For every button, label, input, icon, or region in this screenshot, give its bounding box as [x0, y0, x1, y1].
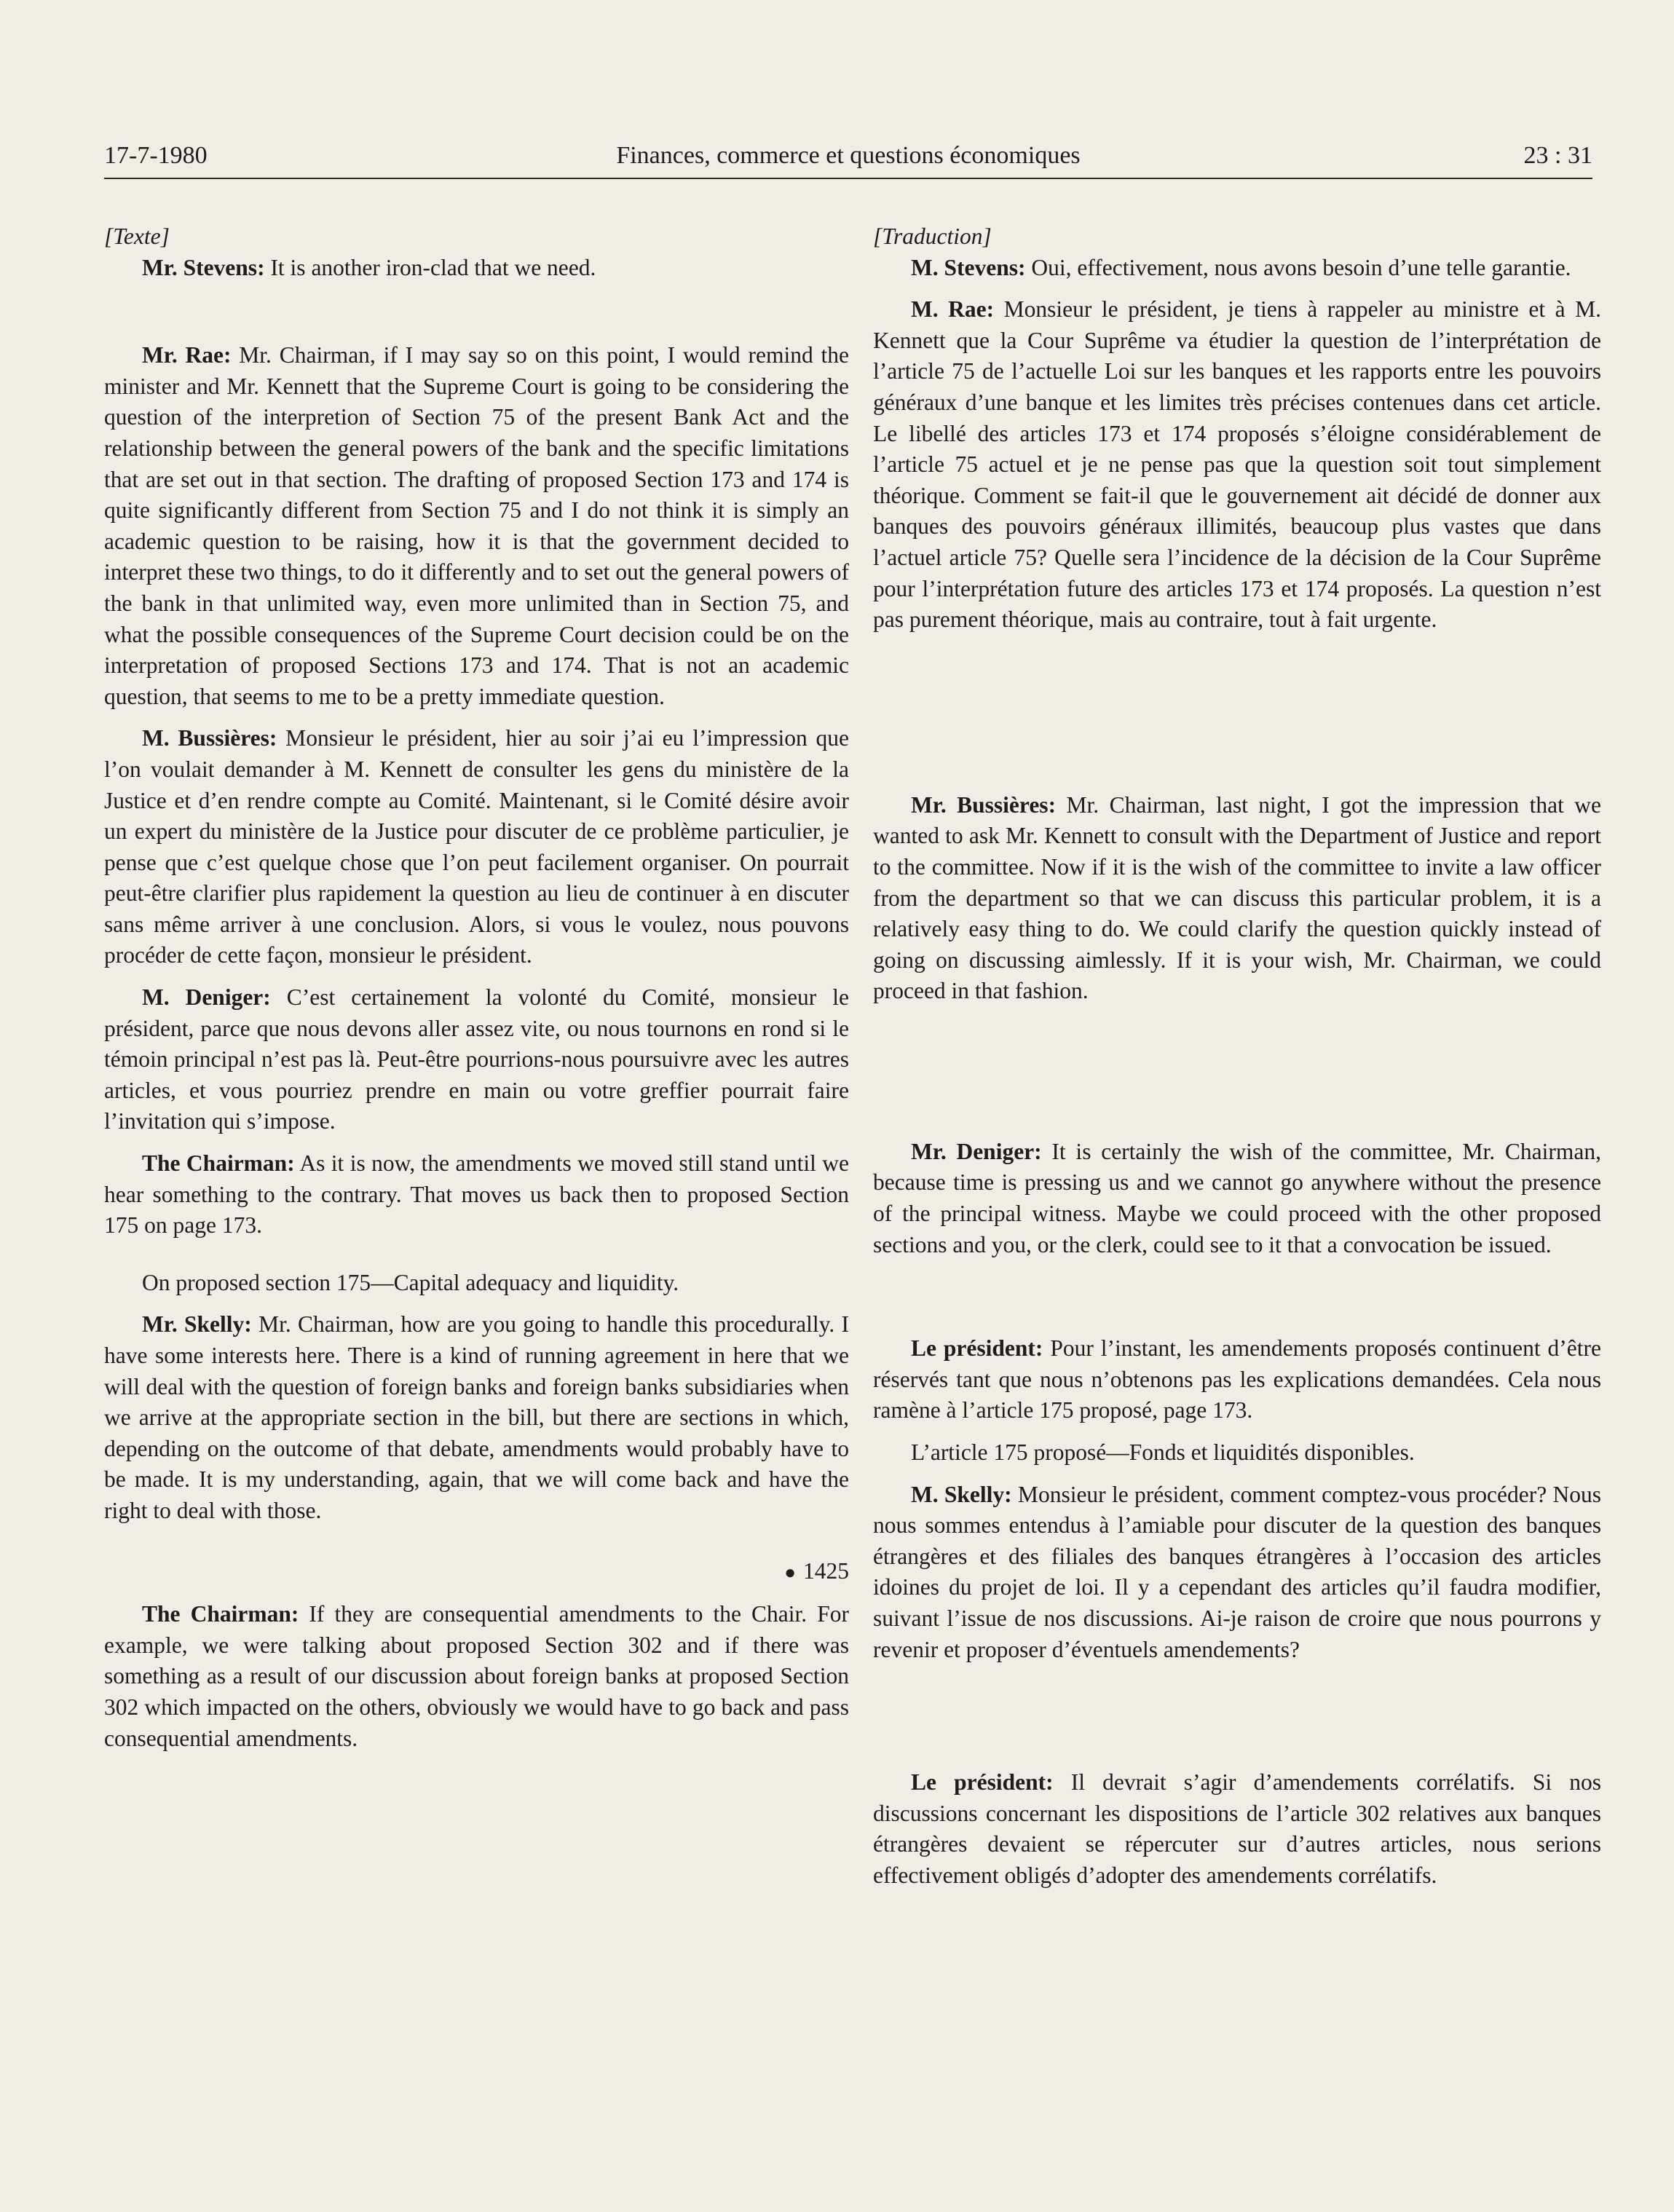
right-paragraph-deniger [873, 1137, 1601, 1260]
speech-text: Il devrait s’agir d’amendements corrélatifs. Si nos discussions concernant les dispositions de l’article 302 relatives aux banques étrangères devaient se répercuter sur d’autres articles, nous serions effectivement obligés d’adopter des amendements corrélatifs. [873, 1769, 1601, 1888]
left-paragraph-stevens [104, 253, 849, 284]
speech-text: It is certainly the wish of the committee, Mr. Chairman, because time is pressing us and we cannot go anywhere without the presence of the principal witness. Maybe we could proceed with the other proposed sections and you, or the clerk, could see to it that a convocation be issued. [873, 1138, 1601, 1257]
speaker-name: M. Skelly: [911, 1481, 1012, 1507]
speech-text: As it is now, the amendments we moved still stand until we hear something to the contrary. That moves us back then to proposed Section 175 on page 173. [104, 1150, 849, 1239]
speech-text: Mr. Chairman, if I may say so on this point, I would remind the minister and Mr. Kennett that the Supreme Court is going to be considering the question of the interpretion of Section 75 of the present Bank Act and the relationship between the general powers of the bank and the specific limitations that are set out in that section. The drafting of proposed Section 173 and 174 is quite significantly different from Section 75 and I do not think it is simply an academic question to be raising, how it is that the government decided to interpret these two things, to do it differently and to set out the general powers of the bank in that unlimited way, even more unlimited than in Section 75, and what the possible consequences of the Supreme Court decision could be on the interpretation of proposed Sections 173 and 174. That is not an academic question, that seems to me to be a pretty immediate question. [104, 342, 849, 709]
speech-text: Monsieur le président, hier au soir j’ai eu l’impression que l’on voulait demander à M. Kennett de consulter les gens du ministère de la Justice et d’en rendre compte au Comité. Maintenant, si le Comité désire avoir un expert du ministère de la Justice pour discuter de ce problème particulier, je pense que c’est quelque chose que l’on peut facilement organiser. On pourrait peut-être clarifier plus rapidement la question au lieu de continuer à en discuter sans même arriver à une conclusion. Alors, si vous le voulez, nous pouvons procéder de cette façon, monsieur le président. [104, 725, 850, 968]
timestamp [104, 1556, 849, 1589]
right-paragraph-skelly [873, 1480, 1601, 1666]
section-text: On proposed section 175—Capital adequacy and liquidity. [142, 1269, 679, 1295]
speaker-name: M. Rae: [911, 296, 995, 323]
speaker-name: Mr. Bussières: [911, 791, 1057, 818]
left-paragraph-deniger [104, 982, 849, 1137]
speech-text: It is another iron-clad that we need. [264, 254, 596, 280]
speech-text: Monsieur le président, comment comptez-vous procéder? Nous nous sommes entendus à l’amiable pour discuter de la question des banques étrangères et des filiales des banques étrangères à l’occasion des articles idoines du projet de loi. Il y a cependant des articles qu’il faudra modifier, suivant l’issue de nos discussions. Ai-je raison de croire que nous pourrons y revenir et proposer d’éventuels amendements? [873, 1481, 1601, 1662]
timestamp-value: 1425 [803, 1557, 849, 1584]
bullet-icon: ● [784, 1561, 796, 1583]
speech-text: Oui, effectivement, nous avons besoin d’une telle garantie. [1025, 254, 1571, 280]
left-paragraph-chairman [104, 1148, 849, 1241]
right-paragraph-stevens [873, 253, 1601, 284]
speaker-name: Le président: [911, 1335, 1043, 1362]
left-paragraph-rae [104, 340, 849, 712]
left-paragraph-skelly [104, 1309, 849, 1526]
speech-text: Monsieur le président, je tiens à rappeler au ministre et à M. Kennett que la Cour Suprême va étudier la question de l’interprétation de l’article 75 de l’actuelle Loi sur les banques et les rapports entre les pouvoirs généraux d’une banque et les limites très précises contenues dans cet article. Le libellé des articles 173 et 174 proposés s’éloigne considérablement de l’article 75 actuel et je ne pense pas que la question soit tout simplement théorique. Comment se fait-il que le gouvernement ait décidé de donner aux banques des pouvoirs généraux illimités, beaucoup plus vastes que dans l’actuel article 75? Quelle sera l’incidence de la décision de la Cour Suprême pour l’interprétation future des articles 173 et 174 proposés. La question n’est pas purement théorique, mais au contraire, tout à fait urgente. [873, 296, 1601, 633]
left-column-tag: [Texte] [104, 224, 170, 249]
speech-text: Mr. Chairman, how are you going to handle this procedurally. I have some interests here. There is a kind of running agreement in here that we will deal with the question of foreign banks and foreign banks subsidiaries when we arrive at the appropriate section in the bill, but there are sections in which, depending on the outcome of that debate, amendments would probably have to be made. It is my understanding, again, that we will come back and have the right to deal with those. [104, 1311, 849, 1523]
header-page-number: 23 : 31 [1523, 142, 1592, 169]
right-section-heading [873, 1437, 1601, 1469]
right-paragraph-president-2 [873, 1767, 1601, 1891]
header-title: Finances, commerce et questions économiques [616, 142, 1081, 169]
header-date: 17-7-1980 [104, 142, 208, 169]
speaker-name: M. Deniger: [142, 984, 271, 1011]
left-paragraph-bussieres [104, 723, 849, 971]
speaker-name: Mr. Deniger: [911, 1138, 1042, 1164]
left-column [104, 221, 849, 1754]
speaker-name: The Chairman: [142, 1150, 295, 1177]
speaker-name: Mr. Skelly: [142, 1311, 252, 1338]
right-paragraph-rae [873, 294, 1601, 636]
speaker-name: Mr. Stevens: [142, 254, 265, 280]
right-paragraph-president [873, 1333, 1601, 1426]
left-paragraph-chairman-2 [104, 1599, 849, 1754]
speech-text: Pour l’instant, les amendements proposés continuent d’être réservés tant que nous n’obtenons pas les explications demandées. Cela nous ramène à l’article 175 proposé, page 173. [873, 1335, 1602, 1423]
speaker-name: M. Bussières: [142, 725, 277, 751]
speech-text: C’est certainement la volonté du Comité, monsieur le président, parce que nous devons aller assez vite, ou nous tournons en rond si le témoin principal n’est pas là. Peut-être pourrions-nous poursuivre avec les autres articles, et vous pourriez prendre en main ou votre greffier pourrait faire l’invitation qui s’impose. [104, 984, 849, 1134]
right-column [873, 221, 1601, 1892]
speaker-name: Le président: [911, 1769, 1054, 1796]
speech-text: Mr. Chairman, last night, I got the impression that we wanted to ask Mr. Kennett to consult with the Department of Justice and report to the committee. Now if it is the wish of the committee to invite a law officer from the department so that we can discuss this particular problem, it is a relatively easy thing to do. We could clarify the question quickly instead of going on discussing aimlessly. If it is your wish, Mr. Chairman, we could proceed in that fashion. [873, 791, 1601, 1004]
left-section-heading [104, 1268, 849, 1299]
speaker-name: Mr. Rae: [142, 342, 232, 368]
section-text: L’article 175 proposé—Fonds et liquidités disponibles. [911, 1439, 1415, 1466]
page-header [104, 140, 1592, 179]
speaker-name: The Chairman: [142, 1601, 299, 1627]
speech-text: If they are consequential amendments to the Chair. For example, we were talking about proposed Section 302 and if there was something as a result of our discussion about foreign banks at proposed Section 302 which impacted on the others, obviously we would have to go back and pass consequential amendments. [104, 1601, 849, 1751]
right-paragraph-bussieres [873, 790, 1601, 1007]
speaker-name: M. Stevens: [911, 254, 1026, 280]
right-column-tag: [Traduction] [873, 224, 992, 249]
